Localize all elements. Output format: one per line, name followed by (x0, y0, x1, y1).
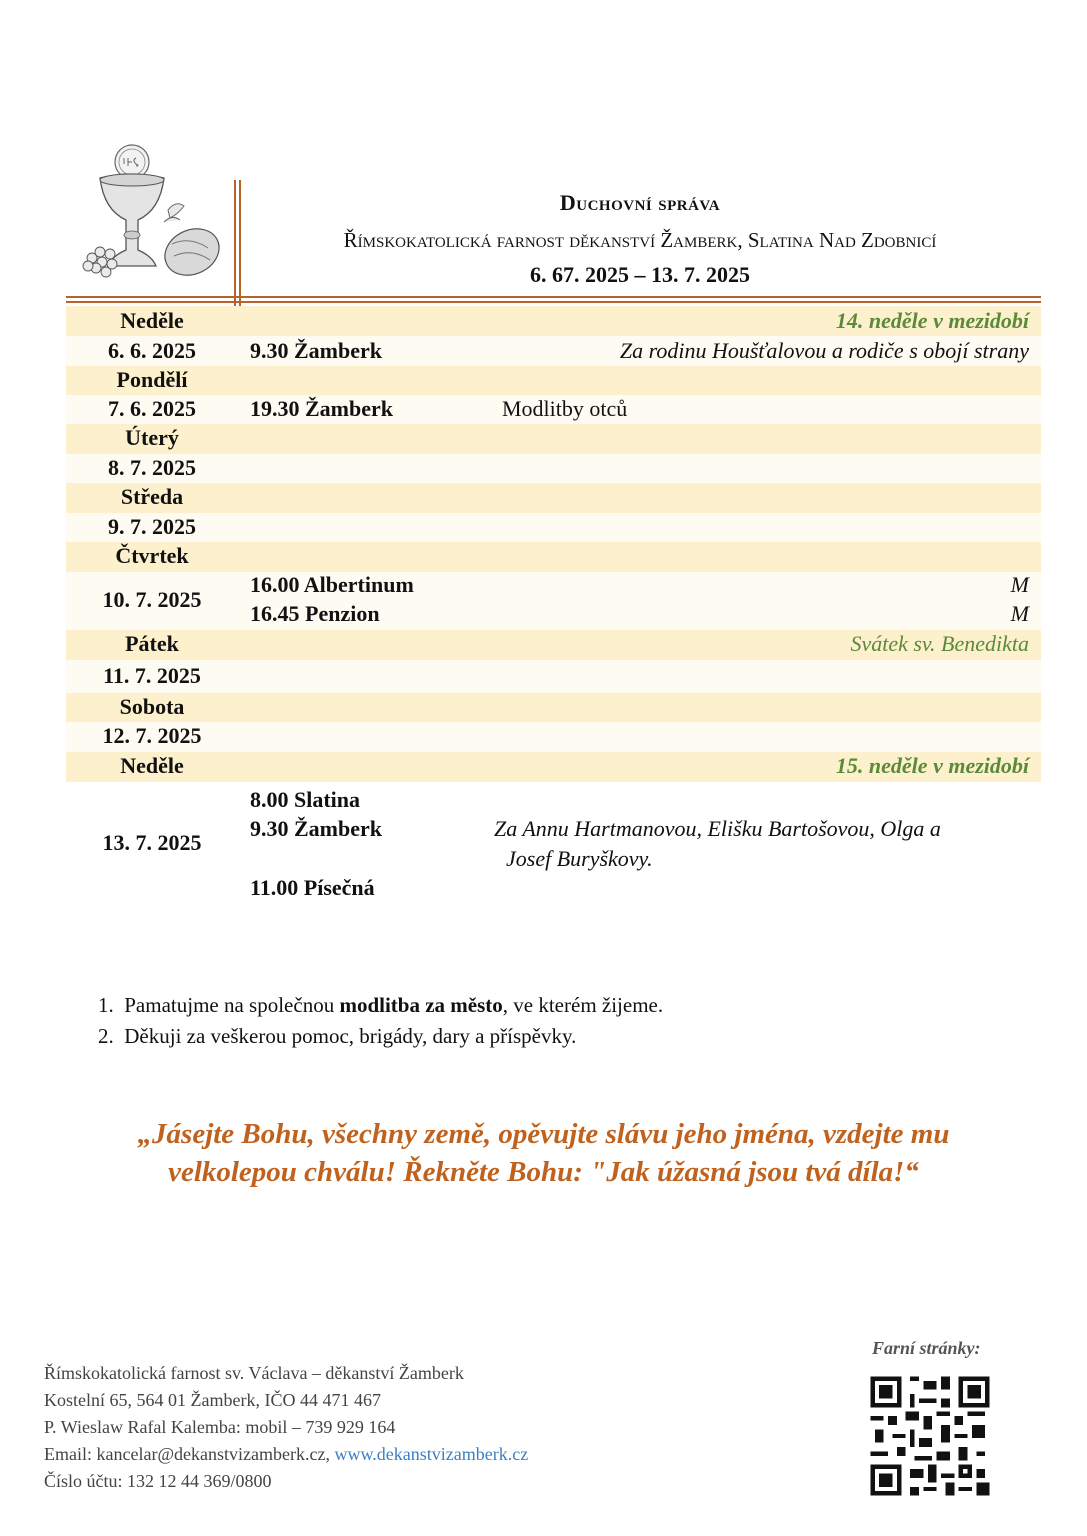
announcement-item (98, 1021, 663, 1052)
mass-mark: M (1010, 572, 1029, 597)
date: 10. 7. 2025 (102, 587, 202, 612)
schedule-row-day (66, 424, 1041, 454)
mass-intention: Za rodinu Houšťalovou a rodiče s obojí strany (619, 338, 1029, 363)
item-number: 1. (98, 993, 114, 1017)
header-subtitle: Římskokatolická farnost děkanství Žamberk, Slatina Nad Zdobnicí (343, 228, 937, 252)
schedule-row-day (66, 483, 1041, 513)
mass-time: 16.45 Penzion (250, 601, 380, 626)
day-name: Pátek (125, 631, 179, 656)
header-dates: 6. 67. 2025 – 13. 7. 2025 (530, 262, 750, 287)
horizontal-rule-top (66, 296, 1041, 298)
day-name: Neděle (120, 308, 184, 333)
priest-contact: P. Wieslaw Rafal Kalemba: mobil – 739 929 164 (44, 1417, 396, 1437)
mass-intention: Za Annu Hartmanovou, Elišku Bartošovou, Olga a (494, 816, 941, 841)
mass-time: 9.30 Žamberk (250, 338, 382, 363)
mass-intention-cont: Josef Buryškovy. (506, 846, 653, 871)
qr-code-icon[interactable] (866, 1372, 994, 1500)
item-emphasis: modlitba za město (339, 993, 503, 1017)
schedule-row-day (66, 306, 1041, 336)
item-text: Děkuji za veškerou pomoc, brigády, dary a příspěvky. (124, 1024, 577, 1048)
schedule-row-date (66, 572, 1041, 630)
mass-time: 11.00 Písečná (250, 875, 375, 900)
schedule-row-date (66, 660, 1041, 693)
quote-line: „Jásejte Bohu, všechny země, opěvujte slávu jeho jména, vzdejte mu (137, 1118, 950, 1150)
day-name: Středa (120, 484, 184, 509)
email-text[interactable]: Email: kancelar@dekanstvizamberk.cz, (44, 1444, 335, 1464)
mass-time: 19.30 Žamberk (250, 396, 393, 421)
item-text: Pamatujme na společnou (124, 993, 340, 1017)
footer-contact (44, 1360, 528, 1495)
date: 7. 6. 2025 (108, 396, 196, 421)
mass-time: 9.30 Žamberk (250, 816, 382, 841)
scripture-quote (60, 1115, 1027, 1191)
day-name: Sobota (119, 694, 185, 719)
mass-time: 16.00 Albertinum (250, 572, 414, 597)
chalice-bread-grapes-icon (80, 140, 220, 288)
day-name: Pondělí (116, 367, 188, 392)
parish-address: Kostelní 65, 564 01 Žamberk, IČO 44 471 467 (44, 1390, 381, 1410)
day-name: Čtvrtek (115, 543, 189, 568)
date: 11. 7. 2025 (103, 663, 201, 688)
schedule-row-day (66, 630, 1041, 660)
schedule-row-date (66, 513, 1041, 542)
bank-account: Číslo účtu: 132 12 44 369/0800 (44, 1471, 272, 1491)
announcements-list (98, 990, 663, 1052)
feast-label: 14. neděle v mezidobí (835, 308, 1029, 333)
schedule-row-date (66, 336, 1041, 366)
day-name: Úterý (125, 425, 179, 450)
schedule-row-date (66, 454, 1041, 483)
mass-mark: M (1010, 601, 1029, 626)
schedule-row-date (66, 722, 1041, 752)
item-text-end: , ve kterém žijeme. (502, 993, 664, 1017)
feast-label: Svátek sv. Benedikta (850, 631, 1029, 656)
schedule-row-date (66, 782, 1041, 902)
schedule-row-day (66, 693, 1041, 722)
event-note: Modlitby otců (502, 396, 628, 421)
header-title: Duchovní správa (559, 190, 721, 215)
qr-label: Farní stránky: (872, 1338, 981, 1358)
day-name: Neděle (120, 753, 184, 778)
website-link[interactable]: www.dekanstvizamberk.cz (334, 1444, 529, 1464)
item-number: 2. (98, 1024, 114, 1048)
schedule-row-day (66, 366, 1041, 395)
date: 9. 7. 2025 (108, 514, 196, 539)
date: 12. 7. 2025 (102, 723, 202, 748)
announcement-item (98, 990, 663, 1021)
email-line (44, 1441, 528, 1468)
date: 6. 6. 2025 (108, 338, 196, 363)
feast-label: 15. neděle v mezidobí (835, 753, 1029, 778)
mass-time: 8.00 Slatina (250, 787, 361, 812)
schedule-row-day (66, 752, 1041, 782)
date: 8. 7. 2025 (108, 455, 196, 480)
date: 13. 7. 2025 (102, 830, 202, 855)
horizontal-rule-bottom (66, 301, 1041, 303)
schedule-row-day (66, 542, 1041, 572)
quote-line: velkolepou chválu! Řekněte Bohu: "Jak úžasná jsou tvá díla!“ (168, 1156, 919, 1188)
schedule-row-date (66, 395, 1041, 424)
parish-name: Římskokatolická farnost sv. Václava – děkanství Žamberk (44, 1363, 464, 1383)
